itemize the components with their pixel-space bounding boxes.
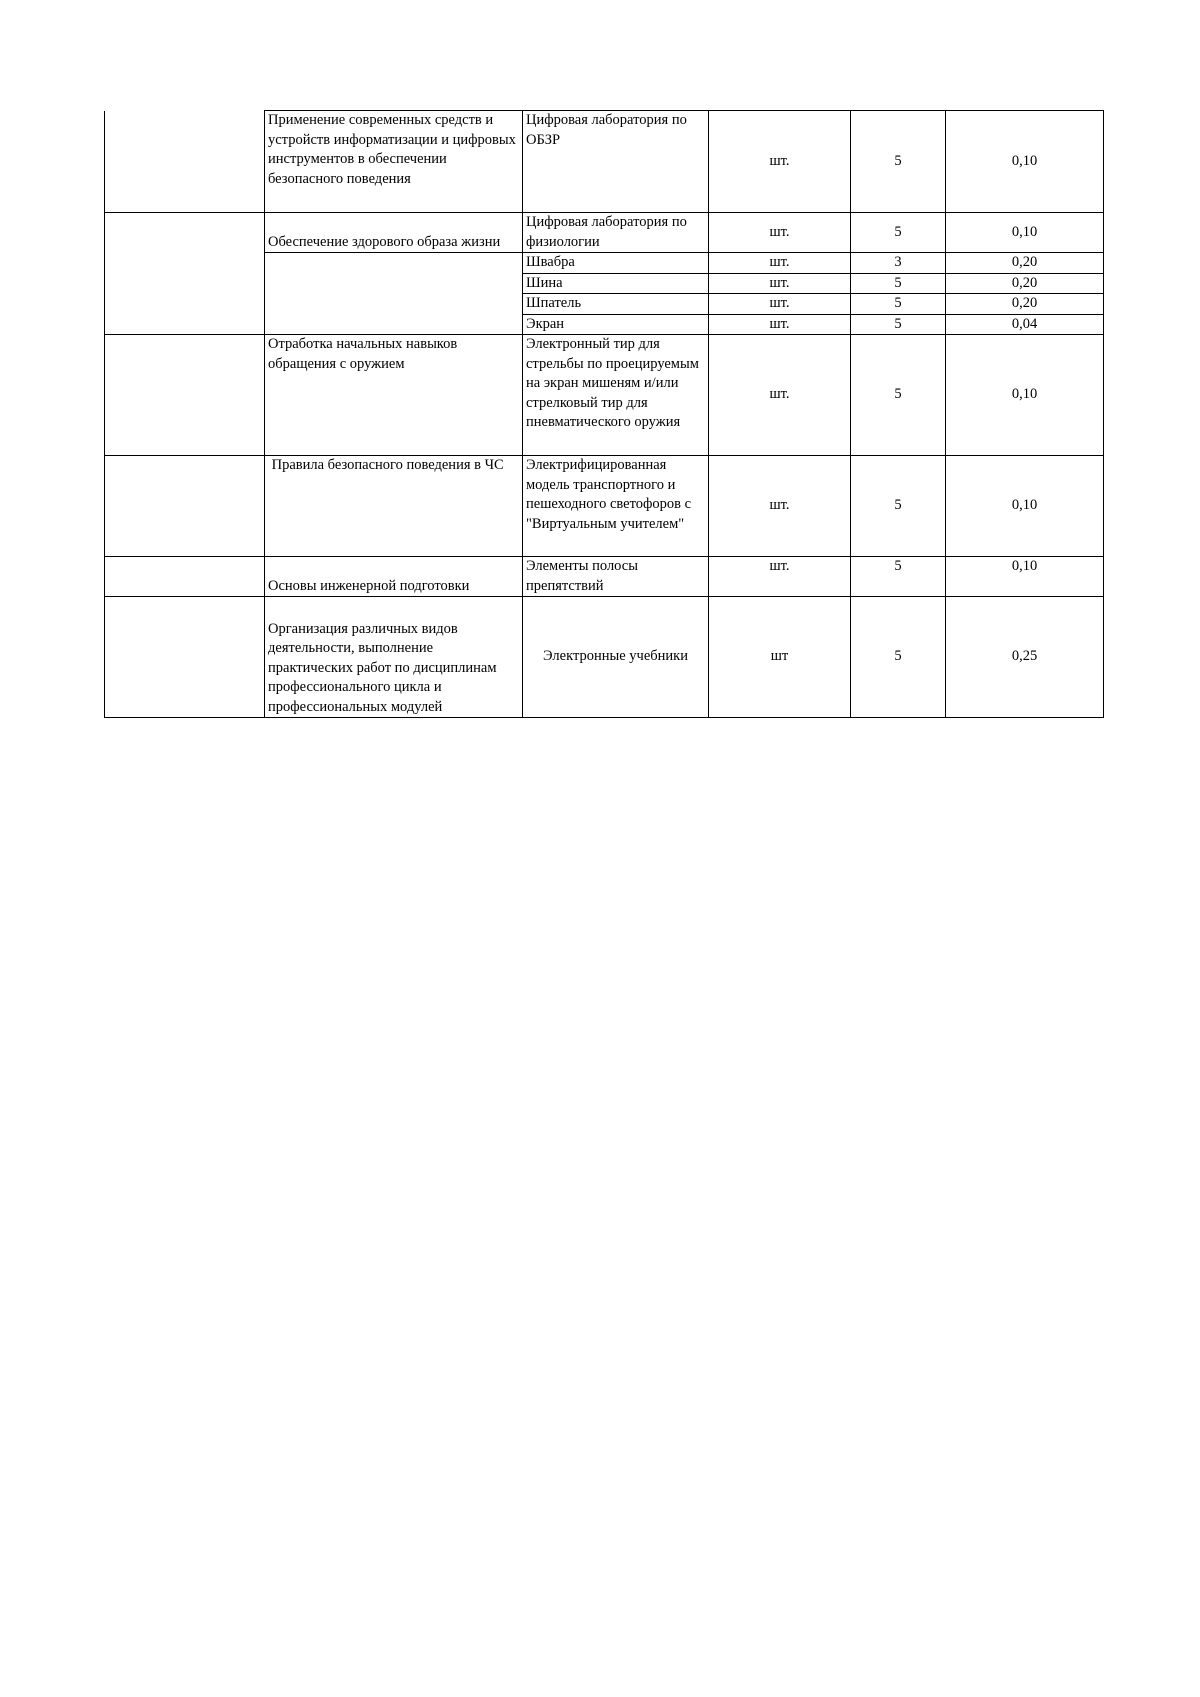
table-row <box>105 335 1104 456</box>
coef-cell: 0,10 <box>946 213 1104 253</box>
table-row <box>105 557 1104 597</box>
qty-cell: 3 <box>851 253 946 274</box>
section-cell <box>105 111 265 213</box>
coef-cell: 0,20 <box>946 253 1104 274</box>
item-cell: Электронный тир для стрельбы по проецируемым на экран мишеням и/или стрелковый тир для пневматического оружия <box>523 335 709 456</box>
qty-cell: 5 <box>851 294 946 315</box>
qty-cell: 5 <box>851 456 946 557</box>
item-cell: Швабра <box>523 253 709 274</box>
qty-cell: 5 <box>851 314 946 335</box>
unit-cell: шт <box>709 597 851 718</box>
qty-cell: 5 <box>851 273 946 294</box>
item-cell: Электрифицированная модель транспортного и пешеходного светофоров с "Виртуальным учителем" <box>523 456 709 557</box>
topic-cell: Обеспечение здорового образа жизни <box>265 213 523 253</box>
equipment-table <box>104 110 1104 718</box>
unit-cell: шт. <box>709 557 851 597</box>
item-cell: Электронные учебники <box>523 597 709 718</box>
item-cell: Шпатель <box>523 294 709 315</box>
qty-cell: 5 <box>851 335 946 456</box>
unit-cell: шт. <box>709 294 851 315</box>
qty-cell: 5 <box>851 213 946 253</box>
topic-cell: Организация различных видов деятельности, выполнение практических работ по дисциплинам профессионального цикла и профессиональных модулей <box>265 597 523 718</box>
unit-cell: шт. <box>709 314 851 335</box>
coef-cell: 0,10 <box>946 557 1104 597</box>
qty-cell: 5 <box>851 557 946 597</box>
coef-cell: 0,20 <box>946 273 1104 294</box>
section-cell <box>105 213 265 335</box>
table-row <box>105 456 1104 557</box>
unit-cell: шт. <box>709 213 851 253</box>
item-cell: Экран <box>523 314 709 335</box>
unit-cell: шт. <box>709 253 851 274</box>
topic-cell-empty <box>265 253 523 335</box>
section-cell <box>105 335 265 456</box>
item-cell: Шина <box>523 273 709 294</box>
section-cell <box>105 597 265 718</box>
section-cell <box>105 557 265 597</box>
topic-cell: Применение современных средств и устройств информатизации и цифровых инструментов в обеспечении безопасного поведения <box>265 111 523 213</box>
table-row <box>105 111 1104 213</box>
coef-cell: 0,10 <box>946 456 1104 557</box>
table-row <box>105 597 1104 718</box>
section-cell <box>105 456 265 557</box>
coef-cell: 0,10 <box>946 335 1104 456</box>
coef-cell: 0,04 <box>946 314 1104 335</box>
coef-cell: 0,25 <box>946 597 1104 718</box>
item-cell: Элементы полосы препятствий <box>523 557 709 597</box>
coef-cell: 0,10 <box>946 111 1104 213</box>
coef-cell: 0,20 <box>946 294 1104 315</box>
unit-cell: шт. <box>709 111 851 213</box>
unit-cell: шт. <box>709 335 851 456</box>
topic-cell: Основы инженерной подготовки <box>265 557 523 597</box>
item-cell: Цифровая лаборатория по ОБЗР <box>523 111 709 213</box>
table-row <box>105 213 1104 253</box>
topic-cell: Правила безопасного поведения в ЧС <box>265 456 523 557</box>
unit-cell: шт. <box>709 273 851 294</box>
topic-cell: Отработка начальных навыков обращения с оружием <box>265 335 523 456</box>
qty-cell: 5 <box>851 597 946 718</box>
item-cell: Цифровая лаборатория по физиологии <box>523 213 709 253</box>
qty-cell: 5 <box>851 111 946 213</box>
unit-cell: шт. <box>709 456 851 557</box>
